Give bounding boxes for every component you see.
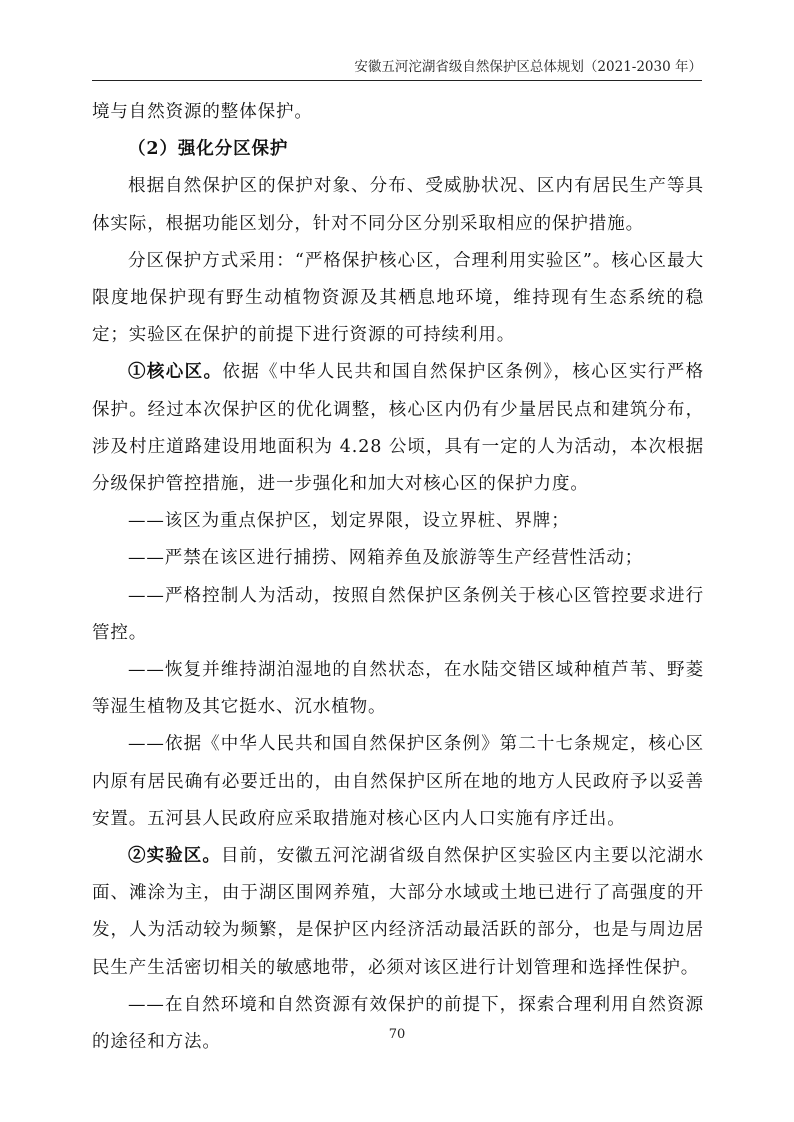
list-item: ——该区为重点保护区，划定界限，设立界桩、界牌； [128, 511, 570, 532]
paragraph: 分区保护方式采用：“严格保护核心区，合理利用实验区”。核心区最大限度地保护现有野生动植物资源及其栖息地环境，维持现有生态系统的稳定；实验区在保护的前提下进行资源的可持续利用。 [92, 250, 704, 346]
core-zone-lead: ①核心区。 [128, 362, 223, 383]
core-zone-text: 依据《中华人民共和国自然保护区条例》，核心区实行严格保护。经过本次保护区的优化调整，核心区内仍有少量居民点和建筑分布，涉及村庄道路建设用地面积为 4.28 公顷，具有一定的人为活动，本次根据分级保护管控措施，进一步强化和加大对核心区的保护力度。 [92, 362, 704, 495]
paragraph-experimental-zone [92, 838, 704, 987]
list-item: ——依据《中华人民共和国自然保护区条例》第二十七条规定，核心区内原有居民确有必要迁出的，由自然保护区所在地的地方人民政府予以妥善安置。五河县人民政府应采取措施对核心区内人口实施有序迁出。 [92, 734, 704, 829]
section-heading: （2）强化分区保护 [128, 139, 289, 160]
list-item: ——恢复并维持湖泊湿地的自然状态，在水陆交错区域种植芦苇、野菱等湿生植物及其它挺水、沉水植物。 [92, 660, 704, 718]
page-number: 70 [388, 1027, 406, 1042]
running-header: 安徽五河沱湖省级自然保护区总体规划（2021-2030 年） [92, 54, 702, 81]
experimental-zone-text: 目前，安徽五河沱湖省级自然保护区实验区内主要以沱湖水面、滩涂为主，由于湖区围网养殖，大部分水域或土地已进行了高强度的开发，人为活动较为频繁，是保护区内经济活动最活跃的部分，也是与周边居民生产生活密切相关的敏感地带，必须对该区进行计划管理和选择性保护。 [92, 846, 704, 978]
list-item: ——严禁在该区进行捕捞、网箱养鱼及旅游等生产经营性活动； [128, 548, 644, 569]
experimental-zone-lead: ②实验区。 [128, 846, 221, 867]
list-item: ——在自然环境和自然资源有效保护的前提下，探索合理利用自然资源的途径和方法。 [92, 994, 704, 1053]
paragraph-continuation: 境与自然资源的整体保护。 [92, 102, 313, 122]
paragraph: 根据自然保护区的保护对象、分布、受威胁状况、区内有居民生产等具体实际，根据功能区划分，针对不同分区分别采取相应的保护措施。 [92, 176, 704, 234]
document-body [92, 94, 704, 1061]
list-item: ——严格控制人为活动，按照自然保护区条例关于核心区管控要求进行管控。 [92, 585, 704, 643]
paragraph-core-zone [92, 354, 704, 503]
